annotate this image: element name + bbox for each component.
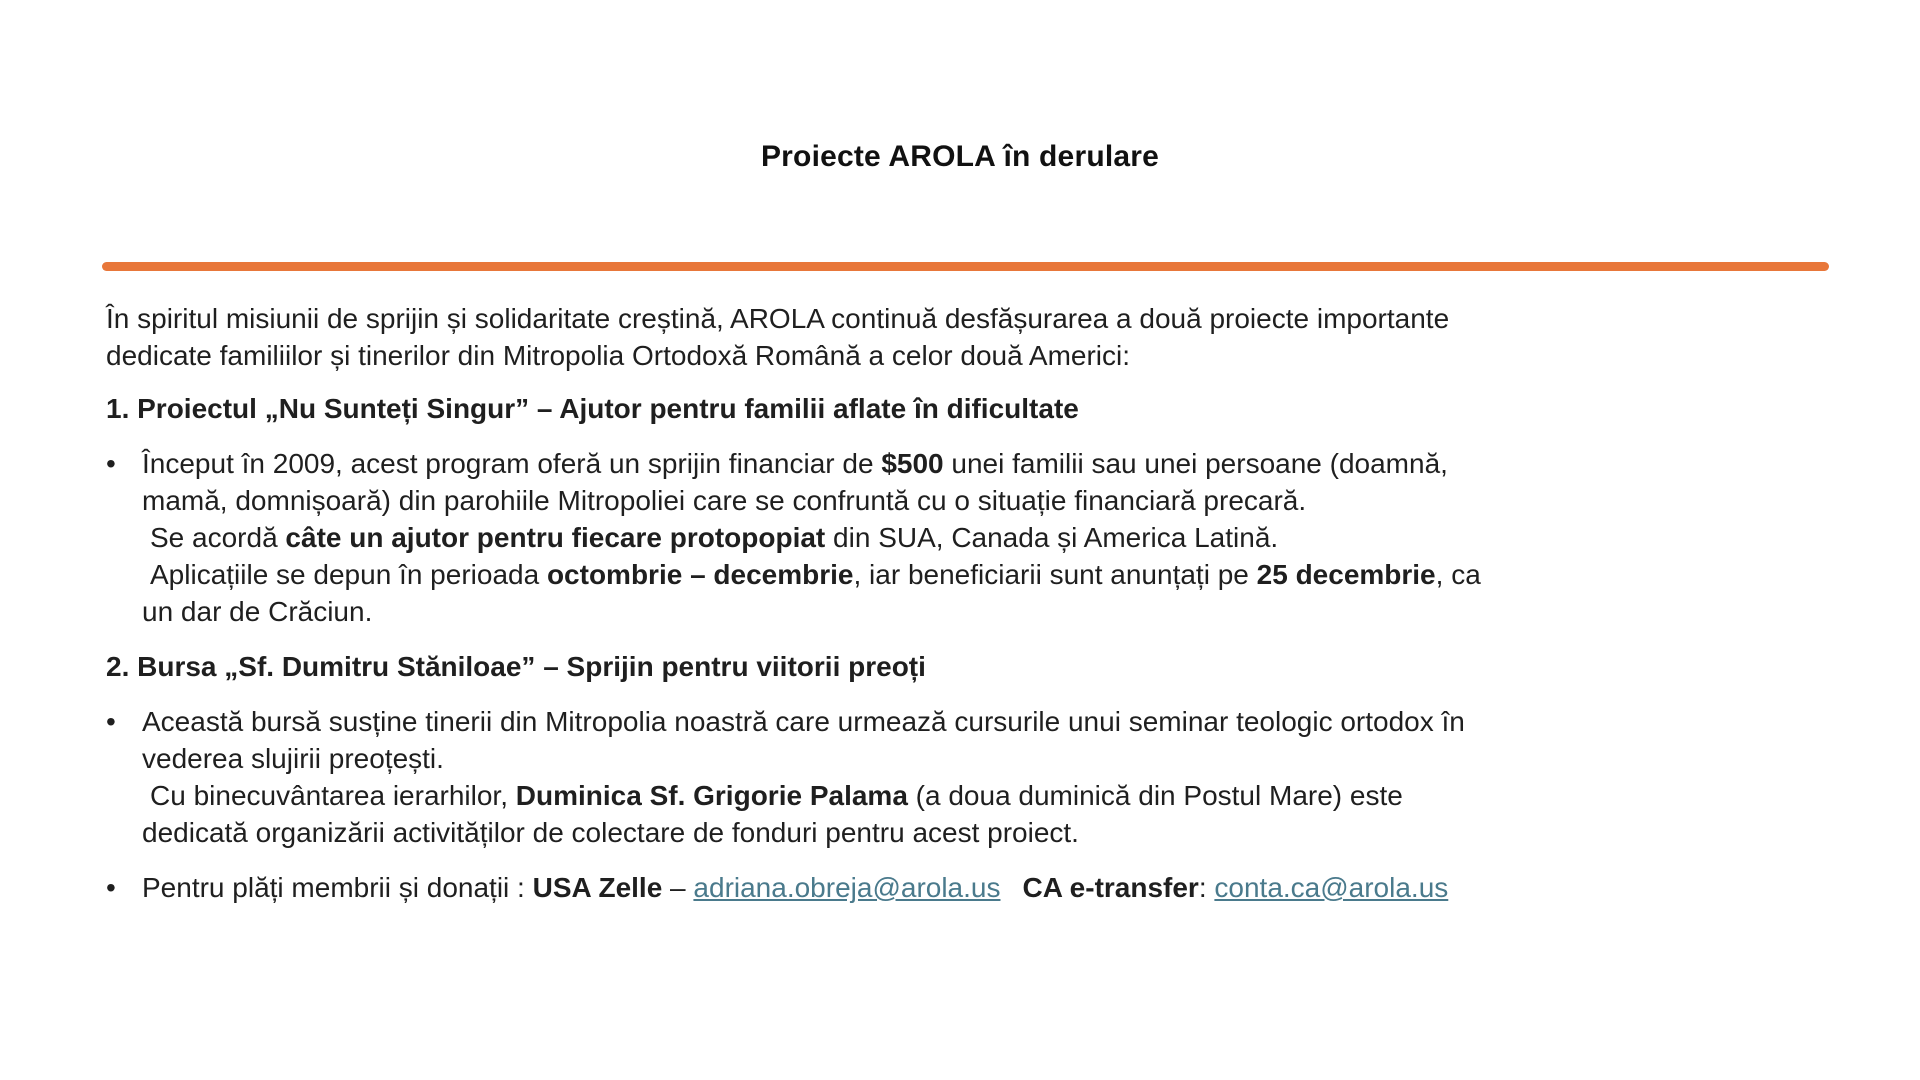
bullet-marker: • bbox=[106, 872, 116, 903]
section-1-line-2: mamă, domnișoară) din parohiile Mitropoliei care se confruntă cu o situație financiară precară. bbox=[142, 485, 1307, 516]
text-run: din SUA, Canada și America Latină. bbox=[825, 522, 1279, 553]
intro-line-2: dedicate familiilor și tinerilor din Mitropolia Ortodoxă Română a celor două Americi: bbox=[106, 340, 1131, 371]
section-2-heading: 2. Bursa „Sf. Dumitru Stăniloae” – Sprijin pentru viitorii preoți bbox=[106, 651, 926, 682]
intro-line-1: În spiritul misiunii de sprijin și solidaritate creștină, AROLA continuă desfășurarea a două proiecte importante bbox=[106, 303, 1450, 334]
section-2-line-3 bbox=[142, 777, 1786, 814]
slide-title: Proiecte AROLA în derulare bbox=[760, 140, 1160, 173]
section-1-bullet bbox=[106, 445, 1786, 630]
intro-paragraph bbox=[106, 300, 1786, 374]
section-1-line-5: un dar de Crăciun. bbox=[142, 596, 373, 627]
orange-divider bbox=[102, 262, 1829, 271]
slide-body bbox=[106, 300, 1786, 924]
text-run: Se acordă bbox=[150, 522, 286, 553]
section-2-line-4: dedicată organizării activităților de colectare de fonduri pentru acest proiect. bbox=[142, 817, 1079, 848]
section-2-line-2: vederea slujirii preoțești. bbox=[142, 743, 444, 774]
text-run: unei familii sau unei persoane (doamnă, bbox=[943, 448, 1448, 479]
section-1-line-4 bbox=[142, 556, 1786, 593]
section-2-line-1: Această bursă susține tinerii din Mitropolia noastră care urmează cursurile unui seminar teologic ortodox în bbox=[142, 706, 1465, 737]
period-bold: octombrie – decembrie bbox=[546, 559, 854, 590]
ca-etransfer-label: CA e-transfer bbox=[1022, 872, 1199, 903]
text-run: Pentru plăți membrii și donații : bbox=[142, 872, 533, 903]
text-run: Aplicațiile se depun în perioada bbox=[150, 559, 547, 590]
section-1-line-1 bbox=[142, 445, 1786, 482]
text-run: (a doua duminică din Postul Mare) este bbox=[907, 780, 1403, 811]
bold-run: câte un ajutor pentru fiecare protopopiat bbox=[285, 522, 826, 553]
text-run: Început în 2009, acest program oferă un sprijin financiar de bbox=[142, 448, 882, 479]
text-run: – bbox=[662, 872, 694, 903]
usa-zelle-label: USA Zelle bbox=[532, 872, 663, 903]
ca-email-link[interactable]: conta.ca@arola.us bbox=[1214, 872, 1449, 903]
bullet-marker: • bbox=[106, 706, 116, 737]
section-2-bullet-2 bbox=[106, 869, 1786, 906]
usa-email-link[interactable]: adriana.obreja@arola.us bbox=[693, 872, 1001, 903]
date-bold: 25 decembrie bbox=[1256, 559, 1436, 590]
section-2-bullet-1 bbox=[106, 703, 1786, 851]
payment-line bbox=[142, 869, 1786, 906]
text-run: Cu binecuvântarea ierarhilor, bbox=[150, 780, 516, 811]
text-run: : bbox=[1198, 872, 1215, 903]
text-run: , ca bbox=[1435, 559, 1481, 590]
bullet-marker: • bbox=[106, 448, 116, 479]
bold-run: Duminica Sf. Grigorie Palama bbox=[515, 780, 908, 811]
text-run: , iar beneficiarii sunt anunțați pe bbox=[853, 559, 1257, 590]
amount-bold: $500 bbox=[881, 448, 944, 479]
section-1-heading: 1. Proiectul „Nu Sunteți Singur” – Ajutor pentru familii aflate în dificultate bbox=[106, 393, 1079, 424]
section-1-line-3 bbox=[142, 519, 1786, 556]
